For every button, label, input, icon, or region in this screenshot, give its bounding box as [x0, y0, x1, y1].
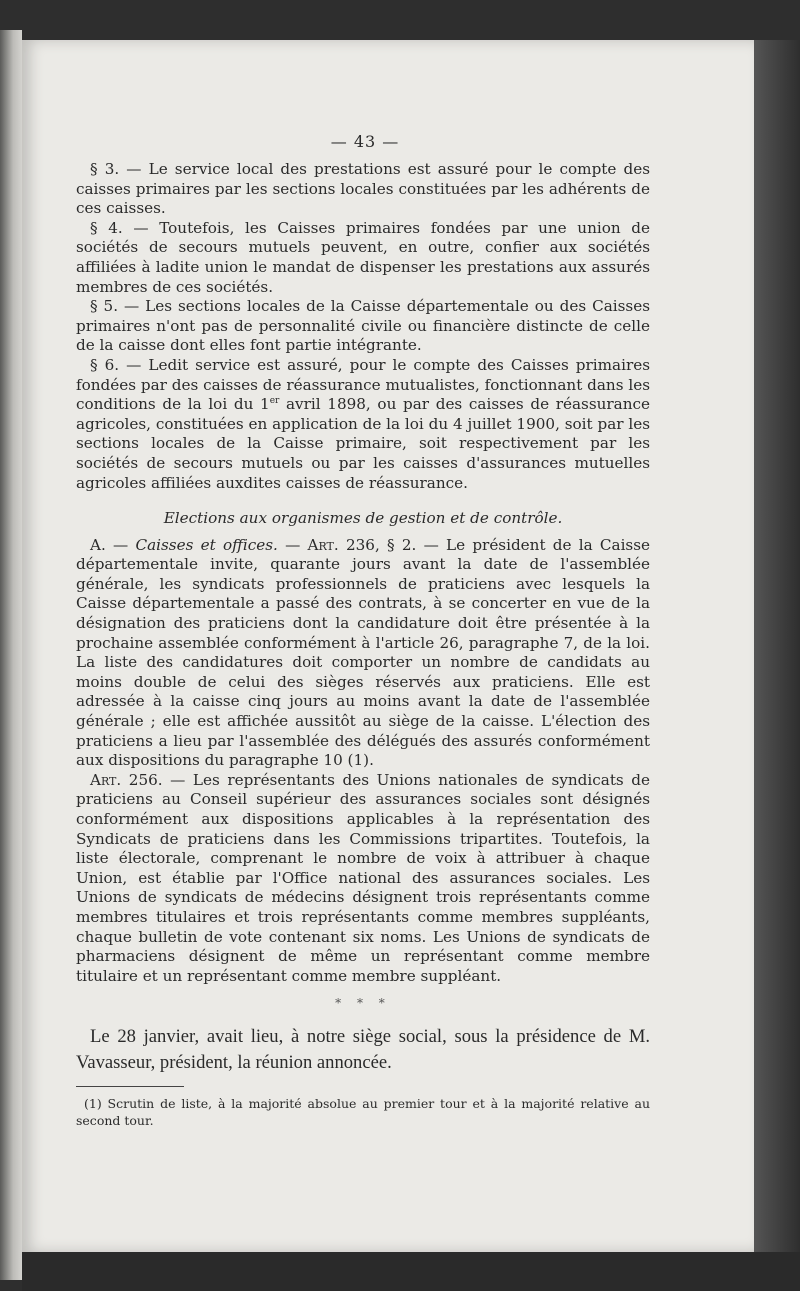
paragraph-6-superscript: er	[269, 396, 280, 407]
paragraph-4: § 4. — Toutefois, les Caisses primaires fondées par une union de sociétés de secours mutuels peuvent, en outre, confier aux sociétés affiliées à ladite union le mandat de dispenser les prestations aux assurés membres de ces sociétés.	[76, 218, 650, 296]
paragraph-5: § 5. — Les sections locales de la Caisse départementale ou des Caisses primaires n'ont pas de personnalité civile ou financière distincte de celle de la caisse dont elles font partie intégrante.	[76, 297, 650, 355]
paragraph-6-end: avril 1898, ou par des caisses de réassurance agricoles, constituées en application de la loi du 4 juillet 1900, soit par les sections locales de la Caisse primaire, soit respectivement par les sociétés de secours mutuels ou par les caisses d'assurances mutuelles agricoles affiliées auxdites caisses de réassurance.	[76, 395, 650, 492]
page-body	[76, 128, 650, 1129]
right-page-shadow	[754, 40, 800, 1291]
page-number: — 43 —	[330, 132, 400, 151]
article-256-body: 256. — Les représentants des Unions nationales de syndicats de praticiens au Conseil supérieur des assurances sociales sont désignés conformément aux dispositions applicables à la représentation des Syndicats de praticiens dans les Commissions tripartites. Toutefois, la liste électorale, comprenant le nombre de voix à attribuer à chaque Union, est établie par l'Office national des assurances sociales. Les Unions de syndicats de médecins désignent trois représentants comme membres titulaires et trois représentants comme membres suppléants, chaque bulletin de vote contenant six noms. Les Unions de syndicats de pharmaciens désignent de même un représentant comme membre titulaire et un représentant comme membre suppléant.	[76, 770, 650, 985]
paragraph-6	[76, 356, 650, 493]
article-236-body: 236, § 2. — Le président de la Caisse départementale invite, quarante jours avant la date de l'assemblée générale, les syndicats professionnels de praticiens avec lesquels la Caisse départementale a passé des contrats, à se concerter en vue de la désignation des praticiens dont la candidature doit être présentée à la prochaine assemblée conformément à l'article 26, paragraphe 7, de la loi. La liste des candidatures doit comporter un nombre de candidats au moins double de celui des sièges réservés aux praticiens. Elle est adressée à la caisse cinq jours au moins avant la date de l'assemblée générale ; elle est affichée aussitôt au siège de la caisse. L'élection des praticiens a lieu par l'assemblée des délégués des assurés conformément aux dispositions du paragraphe 10 (1).	[76, 535, 651, 770]
article-236	[76, 536, 650, 771]
footnote-rule	[76, 1086, 184, 1087]
paragraph-3: § 3. — Le service local des prestations est assuré pour le compte des caisses primaires par les sections locales constituées par les adhérents de ces caisses.	[76, 160, 650, 218]
bottom-page-shadow	[22, 1252, 800, 1291]
article-236-dash: —	[277, 535, 308, 554]
section-title: Elections aux organismes de gestion et de contrôle.	[163, 509, 563, 528]
article-236-label: Art.	[307, 535, 339, 554]
asterism-separator: * * *	[335, 996, 391, 1011]
left-page-edge	[0, 30, 22, 1280]
article-256	[76, 771, 650, 987]
footnote: (1) Scrutin de liste, à la majorité absolue au premier tour et à la majorité relative au second tour.	[76, 1095, 650, 1128]
meeting-announcement: Le 28 janvier, avait lieu, à notre siège social, sous la présidence de M. Vavasseur, président, la réunion annoncée.	[76, 1025, 650, 1073]
article-256-label: Art.	[90, 770, 122, 789]
article-236-heading: Caisses et offices.	[135, 535, 278, 554]
article-236-lead: A. —	[90, 535, 136, 554]
paragraph-6-start: § 6. — Ledit service est assuré, pour le compte des Caisses primaires fondées par des caisses de réassurance mutualistes, fonctionnant dans les conditions de la loi du 1	[76, 355, 650, 414]
